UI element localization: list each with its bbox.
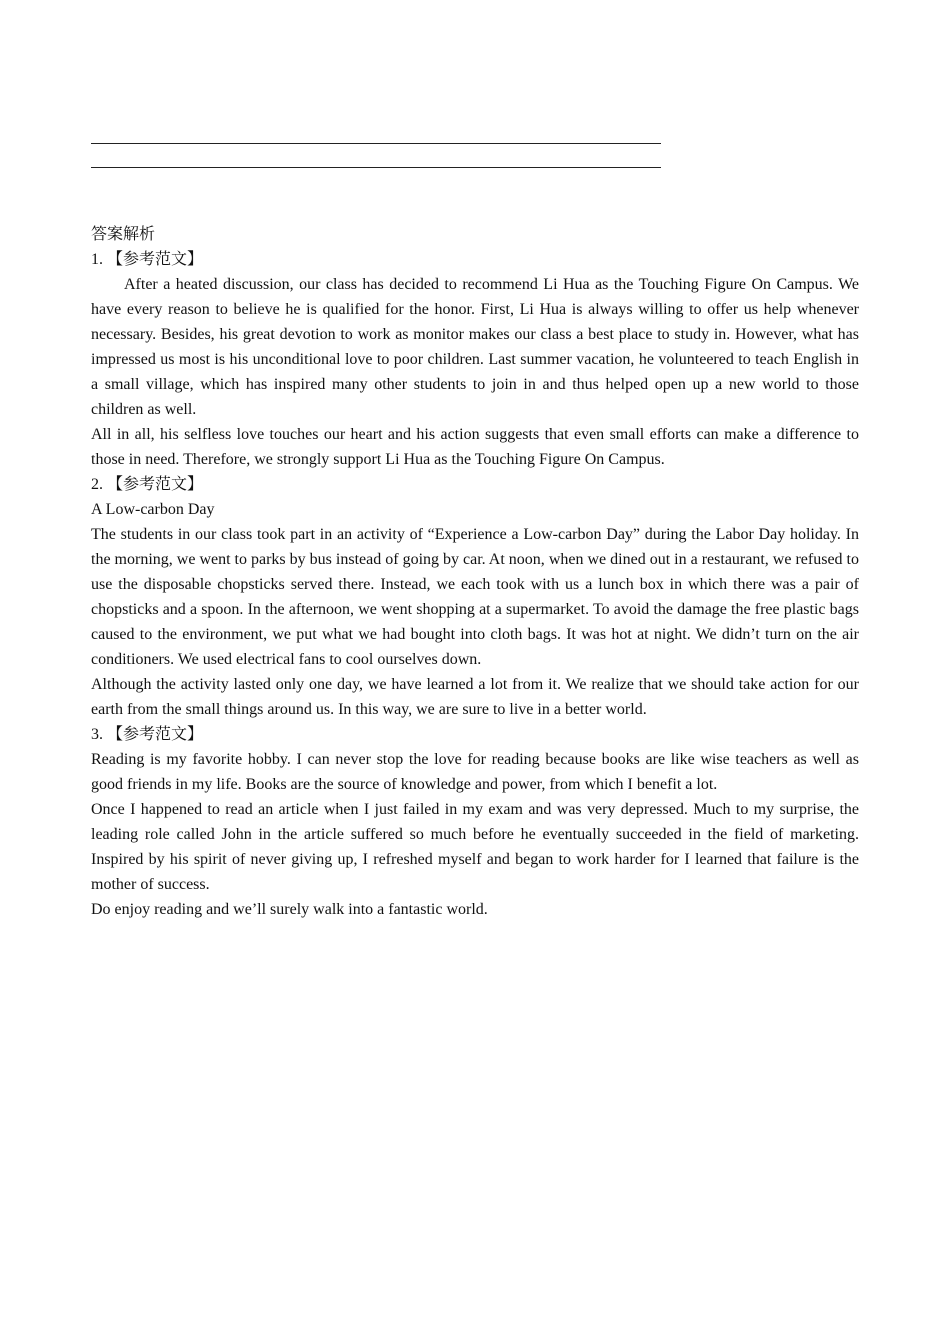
section-3-paragraph: Do enjoy reading and we’ll surely walk into a fantastic world.	[91, 901, 488, 918]
section-3-paragraph: Once I happened to read an article when I just failed in my exam and was very depressed. Much to my surprise, the leading role called John in the article suffered so much before he eventually succeeded in the field of marketing. Inspired by his spirit of never giving up, I refreshed myself and began to work harder for I learned that failure is the mother of success.	[91, 801, 859, 893]
section-heading: 答案解析	[91, 226, 156, 243]
section-1-label: 1. 【参考范文】	[91, 251, 204, 268]
section-2-paragraph: The students in our class took part in an activity of “Experience a Low-carbon Day” during the Labor Day holiday. In the morning, we went to parks by bus instead of going by car. At noon, when we dined out in a restaurant, we refused to use the disposable chopsticks served there. Instead, we each took with us a lunch box in which there was a pair of chopsticks and a spoon. In the afternoon, we went shopping at a supermarket. To avoid the damage the free plastic bags caused to the environment, we put what we had bought into cloth bags. It was hot at night. We didn’t turn on the air conditioners. We used electrical fans to cool ourselves down.	[91, 526, 859, 668]
section-1-paragraph: All in all, his selfless love touches our heart and his action suggests that even small efforts can make a difference to those in need. Therefore, we strongly support Li Hua as the Touching Figure On Campus.	[91, 426, 859, 468]
section-2-paragraph: Although the activity lasted only one day, we have learned a lot from it. We realize that we should take action for our earth from the small things around us. In this way, we are sure to live in a better world.	[91, 676, 859, 718]
section-3-paragraph: Reading is my favorite hobby. I can never stop the love for reading because books are like wise teachers as well as good friends in my life. Books are the source of knowledge and power, from which I benefit a lot.	[91, 751, 859, 793]
answer-line-1	[91, 143, 661, 144]
section-2-title: A Low-carbon Day	[91, 501, 215, 518]
section-2-label: 2. 【参考范文】	[91, 476, 204, 493]
answer-line-2	[91, 167, 661, 168]
answer-analysis	[91, 222, 859, 922]
section-1-paragraph: After a heated discussion, our class has decided to recommend Li Hua as the Touching Figure On Campus. We have every reason to believe he is qualified for the honor. First, Li Hua is always willing to offer us help whenever necessary. Besides, his great devotion to work as monitor makes our class a best place to study in. However, what has impressed us most is his unconditional love to poor children. Last summer vacation, he volunteered to teach English in a small village, which has inspired many other students to join in and thus helped open up a new world to those children as well.	[91, 276, 859, 418]
section-3-label: 3. 【参考范文】	[91, 726, 204, 743]
